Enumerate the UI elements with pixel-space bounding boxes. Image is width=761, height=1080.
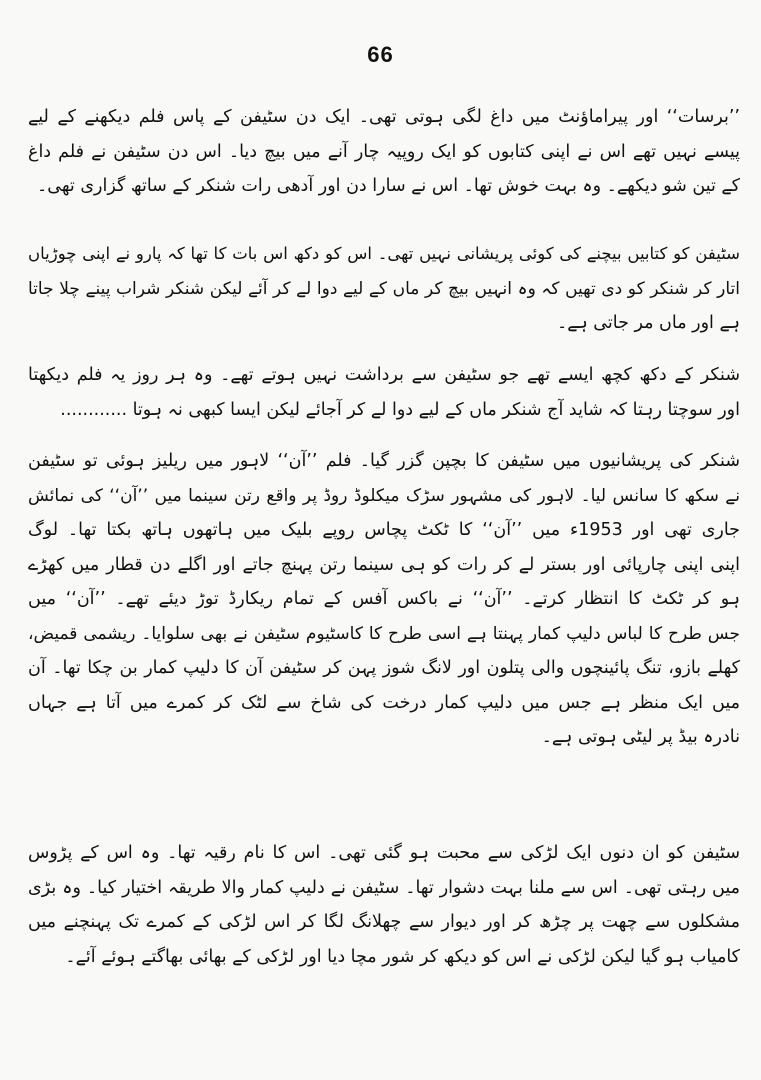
text-line: شنکر کی پریشانیوں میں سٹیفن کا بچپن گزر گیا۔ فلم ’’آن‘‘ لاہور میں ریلیز ہوئی تو سٹیفن <box>28 451 740 471</box>
text-line: ہے اور ماں مر جاتی ہے۔ <box>556 313 740 333</box>
text-line: میں ایک منظر ہے جس میں دلیپ کمار درخت کی شاخ سے لٹک کر کمرے میں آتا ہے جہاں <box>28 692 740 713</box>
paragraph-1 <box>28 100 740 204</box>
text-line: اتار کر شنکر کو دی تھیں کہ وہ انہیں بیچ کر ماں کے لیے دوا لے کر آئے لیکن شنکر شراب پینے چلا جاتا <box>28 278 740 299</box>
text-line: کے تین شو دیکھے۔ وہ بہت خوش تھا۔ اس نے سارا دن اور آدھی رات شنکر کے ساتھ گزاری تھی۔ <box>37 176 740 196</box>
text-line: اور سوچتا رہتا کہ شاید آج شنکر ماں کے لیے دوا لے کر آجائے لیکن ایسا کبھی نہ ہوتا ............ <box>60 399 740 420</box>
text-line: ہو کر ٹکٹ کا انتظار کرتے۔ ’’آن‘‘ نے باکس آفس کے تمام ریکارڈ توڑ دیئے تھے۔ ’’آن‘‘ میں <box>28 589 740 609</box>
text-line: شنکر کے دکھ کچھ ایسے تھے جو سٹیفن سے برداشت نہیں ہوتے تھے۔ وہ ہر روز یہ فلم دیکھتا <box>28 365 740 385</box>
text-line: پیسے نہیں تھے اس نے اپنی کتابوں کو ایک روپیہ چار آنے میں بیچ دیا۔ اس دن سٹیفن نے فلم داغ <box>28 141 740 162</box>
text-line: سٹیفن کو ان دنوں ایک لڑکی سے محبت ہو گئی تھی۔ اس کا نام رقیہ تھا۔ وہ اس کے پڑوس <box>28 843 740 863</box>
text-line: نادرہ بیڈ پر لیٹی ہوتی ہے۔ <box>541 727 740 747</box>
paragraph-2 <box>28 237 740 341</box>
paragraph-4 <box>28 444 740 755</box>
paragraph-3 <box>28 358 740 427</box>
text-line: جس طرح کا لباس دلیپ کمار پہنتا ہے اسی طرح کا کاسٹیوم سٹیفن نے بھی سلوایا۔ ریشمی قمیض، <box>28 623 740 644</box>
text-line: سٹیفن کو کتابیں بیچنے کی کوئی پریشانی نہیں تھی۔ اس کو دکھ اس بات کا تھا کہ پارو نے اپنی چوڑیاں <box>28 244 740 263</box>
text-line: اپنی اپنی چارپائی اور بستر لے کر رات کو ہی سینما رتن پہنچ جاتے اور اگلے دن قطار میں کھڑے <box>28 554 740 575</box>
text-line: ’’برسات‘‘ اور پیراماؤنٹ میں داغ لگی ہوتی تھی۔ ایک دن سٹیفن کے پاس فلم دیکھنے کے لیے <box>28 107 740 127</box>
text-line: میں رہتی تھی۔ اس سے ملنا بہت دشوار تھا۔ سٹیفن نے دلیپ کمار والا طریقہ اختیار کیا۔ وہ بڑی <box>28 877 740 898</box>
paragraph-5 <box>28 836 740 974</box>
text-line: کامیاب ہو گیا لیکن لڑکی نے اس کو دیکھ کر شور مچا دیا اور لڑکی کے بھائی بھاگتے ہوئے آئے۔ <box>65 946 740 967</box>
page-number: 66 <box>367 42 394 67</box>
text-line: نے سکھ کا سانس لیا۔ لاہور کی مشہور سڑک میکلوڈ روڈ پر واقع رتن سینما میں ’’آن‘‘ کی نمائش <box>28 485 740 506</box>
text-line: کھلے بازو، تنگ پائینچوں والی پتلون اور لانگ شوز پہن کر سٹیفن آن کا دلیپ کمار بن چکا تھا۔ آن <box>28 658 740 678</box>
text-line: جاری تھی اور 1953ء میں ’’آن‘‘ کا ٹکٹ پچاس روپے بلیک میں ہاتھوں ہاتھ بکتا تھا۔ لوگ <box>28 520 740 540</box>
text-line: مشکلوں سے چھت پر چڑھ کر اور دیوار سے چھلانگ لگا کر اس لڑکی کے کمرے تک پہنچنے میں <box>28 912 740 932</box>
